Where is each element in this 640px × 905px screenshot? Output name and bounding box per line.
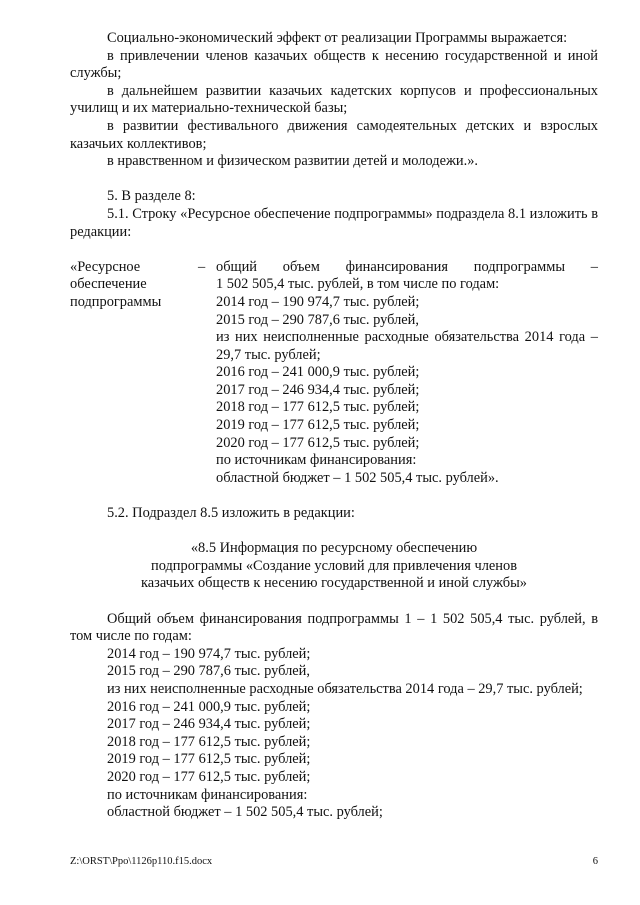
label-line: обеспечение [70, 276, 147, 293]
body-line: 2015 год – 290 787,6 тыс. рублей, [107, 663, 310, 680]
intro-paragraph: в дальнейшем развитии казачьих кадетских корпусов и профессиональных училищ и их материально-технической базы; [70, 82, 598, 117]
table-line: 2015 год – 290 787,6 тыс. рублей, [216, 311, 419, 328]
table-line: 2019 год – 177 612,5 тыс. рублей; [216, 417, 420, 434]
table-line: 2014 год – 190 974,7 тыс. рублей; [216, 293, 420, 310]
title-line: «8.5 Информация по ресурсному обеспечению [190, 540, 478, 557]
body-line: по источникам финансирования: [107, 786, 308, 803]
intro-paragraph: в развитии фестивального движения самодеятельных детских и взрослых казачьих коллективов; [70, 117, 598, 152]
table-dash: – [198, 258, 206, 275]
body-line: областной бюджет – 1 502 505,4 тыс. рублей; [107, 804, 383, 821]
resource-table [70, 259, 598, 488]
body-line: 2020 год – 177 612,5 тыс. рублей; [107, 768, 311, 785]
table-line: по источникам финансирования: [216, 452, 417, 469]
resource-table-content [216, 259, 598, 488]
section-item: 5.1. Строку «Ресурсное обеспечение подпрограммы» подраздела 8.1 изложить в редакции: [70, 205, 598, 240]
intro-paragraph: в привлечении членов казачьих обществ к несению государственной и иной службы; [70, 47, 598, 82]
title-line: казачьих обществ к несению государственной и иной службы» [141, 575, 527, 592]
body-line: 2014 год – 190 974,7 тыс. рублей; [107, 645, 311, 662]
table-line: 2017 год – 246 934,4 тыс. рублей; [216, 381, 420, 398]
table-line: областной бюджет – 1 502 505,4 тыс. рублей». [216, 469, 499, 486]
body-line: 2018 год – 177 612,5 тыс. рублей; [107, 733, 311, 750]
intro-paragraph: в нравственном и физическом развитии детей и молодежи.». [107, 153, 479, 170]
intro-paragraph: Социально-экономический эффект от реализации Программы выражается: [107, 30, 568, 46]
table-line: 2016 год – 241 000,9 тыс. рублей; [216, 364, 420, 381]
body-line: 2019 год – 177 612,5 тыс. рублей; [107, 751, 311, 768]
body-paragraph: Общий объем финансирования подпрограммы 1 – 1 502 505,4 тыс. рублей, в том числе по годам: [70, 610, 598, 645]
title-line: подпрограммы «Создание условий для привлечения членов [151, 557, 517, 574]
subsection-title [70, 540, 598, 593]
page-footer [70, 855, 598, 868]
label-line: «Ресурсное [70, 258, 141, 275]
table-line: 2018 год – 177 612,5 тыс. рублей; [216, 399, 420, 416]
page-number: 6 [592, 856, 598, 867]
body-line: 2016 год – 241 000,9 тыс. рублей; [107, 698, 311, 715]
table-line: 29,7 тыс. рублей; [216, 346, 321, 363]
body-line: 2017 год – 246 934,4 тыс. рублей; [107, 716, 311, 733]
file-path: Z:\ORST\Ppo\1126p110.f15.docx [70, 856, 213, 867]
label-line: подпрограммы [70, 293, 162, 310]
section-heading: 5. В разделе 8: [107, 188, 196, 205]
section-item: 5.2. Подраздел 8.5 изложить в редакции: [107, 505, 355, 522]
table-line: 2020 год – 177 612,5 тыс. рублей; [216, 434, 420, 451]
resource-table-label [70, 259, 198, 488]
table-line: 1 502 505,4 тыс. рублей, в том числе по годам: [216, 276, 500, 293]
document-page [70, 30, 598, 822]
table-line: общий объем финансирования подпрограммы – [216, 258, 598, 275]
body-paragraph: из них неисполненные расходные обязательства 2014 года – 29,7 тыс. рублей; [107, 680, 583, 697]
table-line: из них неисполненные расходные обязательства 2014 года – [216, 329, 598, 346]
